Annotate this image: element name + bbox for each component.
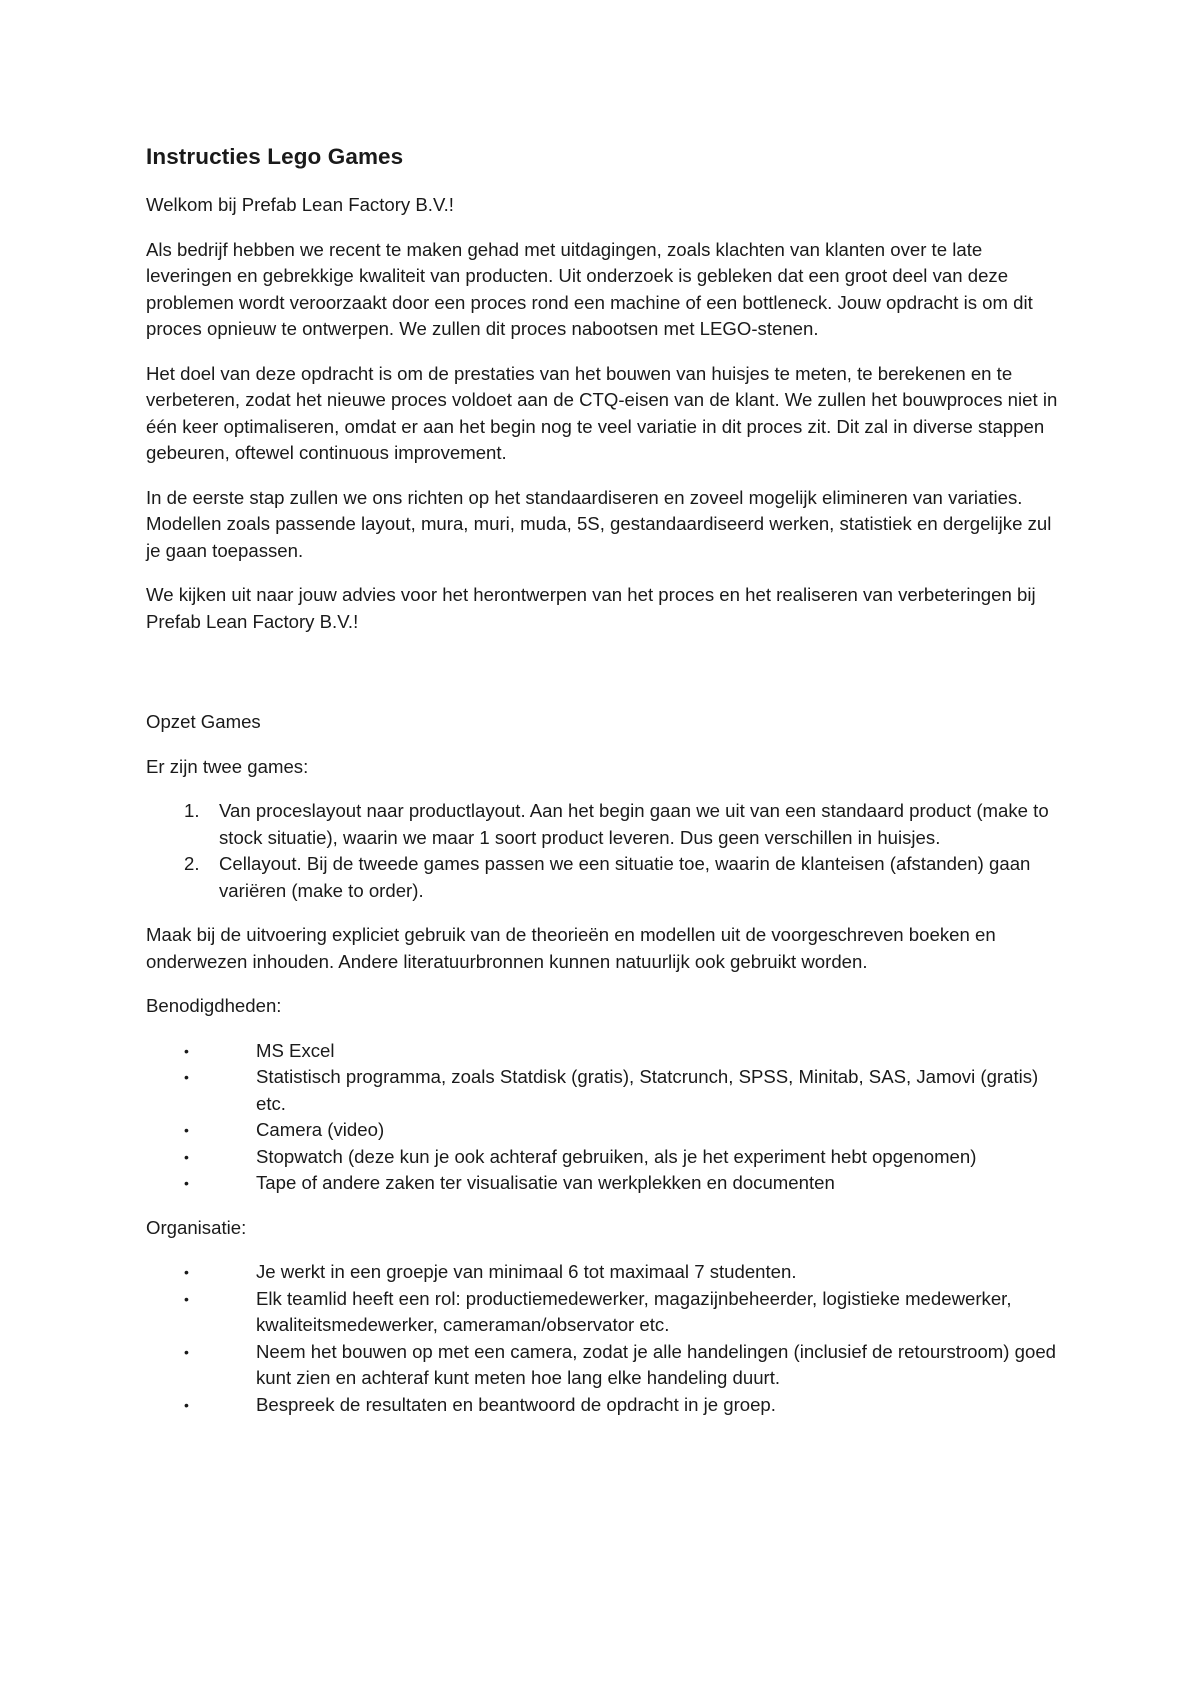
bullet-icon: • [184, 1042, 189, 1059]
benodigdheden-heading: Benodigdheden: [146, 995, 282, 1016]
list-item [146, 851, 1066, 904]
document-body [146, 142, 1066, 1436]
document-title: Instructies Lego Games [146, 144, 404, 169]
list-item-text: Neem het bouwen op met een camera, zodat je alle handelingen (inclusief de retourstroom) goed kunt zien en achteraf kunt meten hoe lang elke handeling duurt. [256, 1340, 1057, 1388]
intro-paragraph: Het doel van deze opdracht is om de prestaties van het bouwen van huisjes te meten, te berekenen en te verbeteren, zodat het nieuwe proces voldoet aan de CTQ-eisen van de klant. We zullen het bouwproces niet in één keer optimaliseren, omdat er aan het begin nog te veel variatie in dit proces zit. Dit zal in diverse stappen gebeuren, oftewel continuous improvement. [146, 362, 1058, 463]
organisatie-list [146, 1259, 1066, 1418]
organisatie-heading: Organisatie: [146, 1216, 247, 1238]
list-item [146, 1259, 1066, 1286]
list-item [146, 798, 1066, 851]
list-item [146, 1064, 1066, 1117]
list-item-text: Bespreek de resultaten en beantwoord de opdracht in je groep. [256, 1393, 776, 1415]
bullet-icon: • [184, 1148, 189, 1165]
list-item-text: Elk teamlid heeft een rol: productiemedewerker, magazijnbeheerder, logistieke medewerker, kwaliteitsmedewerker, cameraman/observator etc. [256, 1287, 1012, 1335]
list-item [146, 1170, 1066, 1197]
bullet-icon: • [184, 1122, 189, 1138]
list-item-text: MS Excel [256, 1039, 335, 1061]
welcome-text: Welkom bij Prefab Lean Factory B.V.! [146, 194, 454, 215]
list-item-text: Stopwatch (deze kun je ook achteraf gebruiken, als je het experiment hebt opgenomen) [256, 1145, 977, 1167]
list-item [146, 1392, 1066, 1419]
opzet-note: Maak bij de uitvoering expliciet gebruik van de theorieën en modellen uit de voorgeschreven boeken en onderwezen inhouden. Andere literatuurbronnen kunnen natuurlijk ook gebruikt worden. [146, 924, 996, 972]
bullet-icon: • [184, 1069, 189, 1085]
opzet-heading: Opzet Games [146, 711, 261, 732]
bullet-icon: • [184, 1264, 189, 1280]
list-item [146, 1038, 1066, 1065]
list-number: 1. [184, 800, 200, 821]
games-list [146, 798, 1066, 904]
list-item [146, 1339, 1066, 1392]
list-number: 2. [184, 853, 200, 874]
list-item [146, 1286, 1066, 1339]
intro-paragraph: In de eerste stap zullen we ons richten op het standaardiseren en zoveel mogelijk elimineren van variaties. Modellen zoals passende layout, mura, muri, muda, 5S, gestandaardiseerd werken, statistiek en dergelijke zul je gaan toepassen. [146, 486, 1052, 561]
list-item [146, 1117, 1066, 1144]
opzet-lead: Er zijn twee games: [146, 755, 309, 777]
intro-paragraph: We kijken uit naar jouw advies voor het herontwerpen van het proces en het realiseren van verbeteringen bij Prefab Lean Factory B.V.! [146, 584, 1036, 632]
bullet-icon: • [184, 1175, 189, 1191]
bullet-icon: • [184, 1396, 189, 1413]
intro-paragraph: Als bedrijf hebben we recent te maken gehad met uitdagingen, zoals klachten van klanten over te late leveringen en gebrekkige kwaliteit van producten. Uit onderzoek is gebleken dat een groot deel van deze problemen wordt veroorzaakt door een proces rond een machine of een bottleneck. Jouw opdracht is om dit proces opnieuw te ontwerpen. We zullen dit proces nabootsen met LEGO-stenen. [146, 238, 1033, 339]
section-spacer [146, 653, 1066, 709]
list-item-text: Camera (video) [256, 1119, 385, 1140]
list-item-text: Statistisch programma, zoals Statdisk (gratis), Statcrunch, SPSS, Minitab, SAS, Jamovi (gratis) etc. [256, 1066, 1039, 1114]
bullet-icon: • [184, 1290, 189, 1307]
list-item-text: Tape of andere zaken ter visualisatie van werkplekken en documenten [256, 1172, 835, 1193]
benodigdheden-list [146, 1038, 1066, 1197]
list-item-text: Van proceslayout naar productlayout. Aan het begin gaan we uit van een standaard product (make to stock situatie), waarin we maar 1 soort product leveren. Dus geen verschillen in huisjes. [219, 800, 1049, 848]
list-item [146, 1144, 1066, 1171]
list-item-text: Cellayout. Bij de tweede games passen we een situatie toe, waarin de klanteisen (afstanden) gaan variëren (make to order). [219, 853, 1031, 901]
bullet-icon: • [184, 1343, 189, 1360]
list-item-text: Je werkt in een groepje van minimaal 6 tot maximaal 7 studenten. [256, 1261, 797, 1282]
